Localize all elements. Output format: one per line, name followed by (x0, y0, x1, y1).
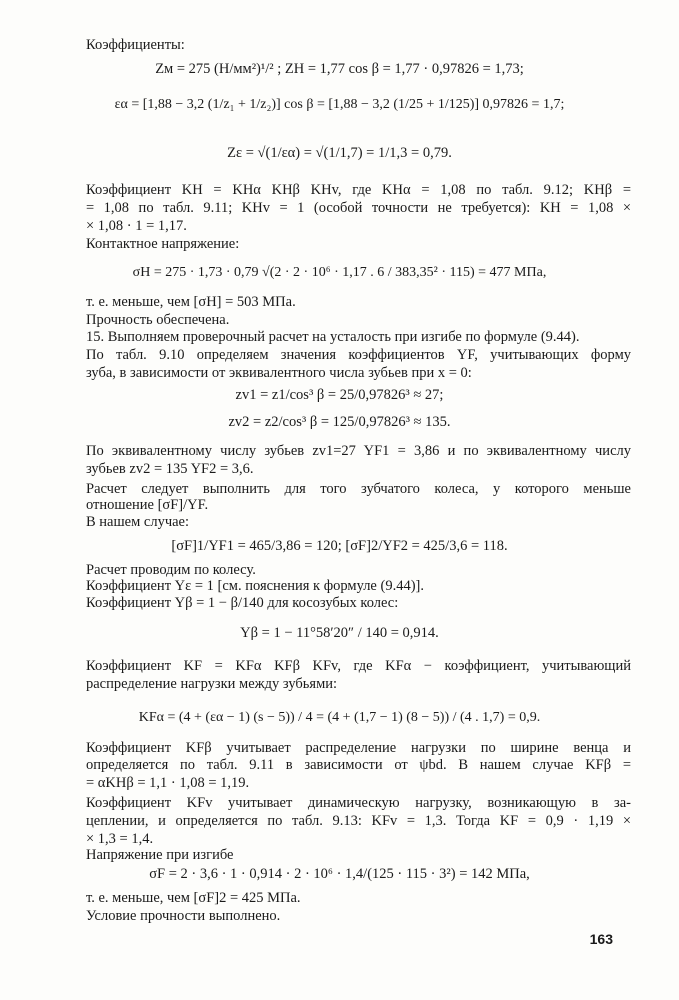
text-line: отношение [σF]/YF. (86, 497, 209, 513)
text-line: Коэффициент Yε = 1 [см. пояснения к формуле (9.44)]. (86, 578, 424, 594)
text-line: т. е. меньше, чем [σF]2 = 425 МПа. (86, 890, 301, 906)
text-line: 15. Выполняем проверочный расчет на усталость при изгибе по формуле (9.44). (86, 329, 580, 345)
text-line: Условие прочности выполнено. (86, 908, 281, 924)
text-line: зуба, в зависимости от эквивалентного числа зубьев при x = 0: (86, 365, 472, 381)
formula-line: Zм = 275 (Н/мм²)¹/² ; ZН = 1,77 cos β = 1,77 · 0,97826 = 1,73; (155, 61, 524, 77)
text-line: определяется по табл. 9.11 в зависимости от ψbd. В нашем случае KFβ = (86, 757, 631, 773)
text-line: Контактное напряжение: (86, 236, 240, 252)
formula-line: KFα = (4 + (εα − 1) (s − 5)) / 4 = (4 + (1,7 − 1) (8 − 5)) / (4 . 1,7) = 0,9. (138, 710, 541, 725)
text-line: Расчет следует выполнить для того зубчатого колеса, у которого меньше (86, 481, 631, 497)
text-line: По эквивалентному числу зубьев zv1=27 YF1 = 3,86 и по эквивалентному числу (86, 443, 631, 459)
text-line: = 1,08 по табл. 9.11; KHv = 1 (особой точности не требуется): KH = 1,08 × (86, 200, 631, 216)
text-line: Коэффициент KF = KFα KFβ KFv, где KFα − коэффициент, учитывающий (86, 658, 631, 674)
formula-line: σF = 2 · 3,6 · 1 · 0,914 · 2 · 10⁶ · 1,4/(125 · 115 · 3²) = 142 МПа, (149, 866, 530, 882)
text-line: Коэффициент KFβ учитывает распределение нагрузки по ширине венца и (86, 740, 631, 756)
formula-line: εα = [1,88 − 3,2 (1/z₁ + 1/z₂)] cos β = [1,88 − 3,2 (1/25 + 1/125)] 0,97826 = 1,7; (114, 97, 565, 112)
text-line: = αKHβ = 1,1 · 1,08 = 1,19. (86, 775, 250, 791)
text-line: цеплении, и определяется по табл. 9.13: KFv = 1,3. Тогда KF = 0,9 · 1,19 × (86, 813, 631, 829)
text-line: × 1,3 = 1,4. (86, 831, 154, 847)
text-line: В нашем случае: (86, 514, 190, 530)
text-line: распределение нагрузки между зубьями: (86, 676, 338, 692)
text-line: т. е. меньше, чем [σH] = 503 МПа. (86, 294, 296, 310)
formula-line: zv1 = z1/cos³ β = 25/0,97826³ ≈ 27; (235, 387, 444, 403)
text-line: Напряжение при изгибе (86, 847, 234, 863)
page-number: 163 (589, 931, 613, 947)
formula-line: [σF]1/YF1 = 465/3,86 = 120; [σF]2/YF2 = 425/3,6 = 118. (171, 538, 508, 554)
text-line: Расчет проводим по колесу. (86, 562, 256, 578)
text-line: Прочность обеспечена. (86, 312, 230, 328)
formula-line: σH = 275 · 1,73 · 0,79 √(2 · 2 · 10⁶ · 1,17 . 6 / 383,35² · 115) = 477 МПа, (132, 265, 547, 280)
text-line: зубьев zv2 = 135 YF2 = 3,6. (86, 461, 254, 477)
text-line: Коэффициент KH = KHα KHβ KHv, где KHα = 1,08 по табл. 9.12; KHβ = (86, 182, 631, 198)
formula-line: Yβ = 1 − 11°58′20″ / 140 = 0,914. (240, 625, 439, 641)
text-line: × 1,08 · 1 = 1,17. (86, 218, 187, 234)
text-line: По табл. 9.10 определяем значения коэффициентов YF, учитывающих форму (86, 347, 631, 363)
text-line: Коэффициенты: (86, 37, 185, 53)
text-line: Коэффициент KFv учитывает динамическую нагрузку, возникающую в за- (86, 795, 631, 811)
text-line: Коэффициент Yβ = 1 − β/140 для косозубых колес: (86, 595, 399, 611)
formula-line: zv2 = z2/cos³ β = 125/0,97826³ ≈ 135. (228, 414, 451, 430)
formula-line: Zε = √(1/εα) = √(1/1,7) = 1/1,3 = 0,79. (227, 145, 452, 161)
